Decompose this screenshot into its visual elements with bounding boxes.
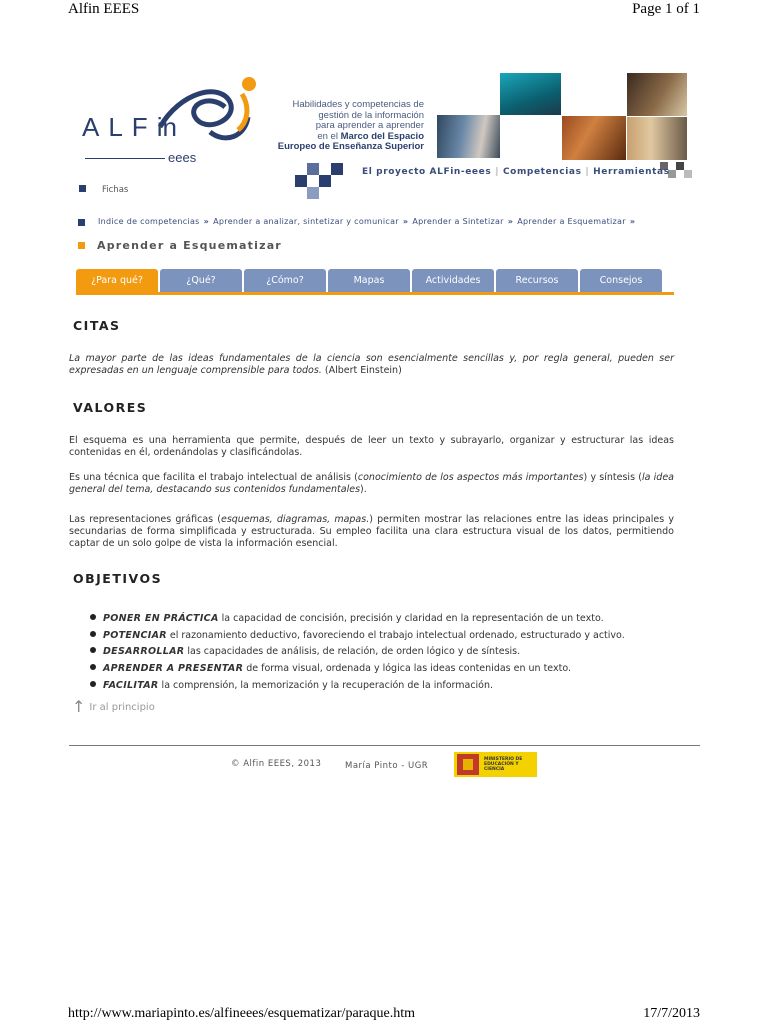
list-item: APRENDER A PRESENTAR de forma visual, ordenada y lógica las ideas contenidas en un texto. (90, 661, 690, 678)
tab-recursos[interactable]: Recursos (496, 269, 578, 292)
banner-photo-students-group (437, 115, 500, 158)
bullet-icon (90, 681, 96, 687)
breadcrumb: Indice de competencias » Aprender a analizar, sintetizar y comunicar » Aprender a Sintetizar » Aprender a Esquematizar » (98, 217, 636, 226)
checker-decoration (295, 163, 351, 199)
top-navigation: El proyecto ALFin-eees | Competencias | Herramientas (362, 167, 670, 177)
tab-mapas[interactable]: Mapas (328, 269, 410, 292)
banner-photo-graduation (500, 73, 561, 115)
section-bullet-icon (78, 242, 85, 249)
tab-consejos[interactable]: Consejos (580, 269, 662, 292)
print-header-title: Alfin EEES (68, 1, 140, 17)
site-tagline: Habilidades y competencias de gestión de la información para aprender a aprender en el Marco del Espacio Europeo de Enseñanza Superior (277, 99, 424, 152)
back-to-top-link[interactable]: ↑ Ir al principio (72, 697, 155, 716)
fichas-bullet-icon (79, 185, 86, 192)
breadcrumb-item[interactable]: Aprender a Sintetizar (412, 217, 504, 226)
ministry-shield-icon (457, 754, 479, 775)
site-logo[interactable]: ALFin (82, 112, 177, 142)
banner-photo-library (562, 116, 626, 160)
arrow-up-icon: ↑ (72, 697, 86, 716)
citas-heading: CITAS (73, 318, 121, 333)
valores-heading: VALORES (73, 400, 148, 415)
tab-para-que[interactable]: ¿Para qué? (76, 269, 158, 292)
footer-divider (69, 745, 700, 746)
banner-photo-student-reading (627, 73, 687, 116)
tab-que[interactable]: ¿Qué? (160, 269, 242, 292)
tab-bar (76, 269, 662, 293)
logo-rule (85, 158, 165, 159)
breadcrumb-item[interactable]: Aprender a analizar, sintetizar y comunicar (213, 217, 399, 226)
topnav-proyecto[interactable]: El proyecto ALFin-eees (362, 167, 492, 177)
tab-actividades[interactable]: Actividades (412, 269, 494, 292)
list-item: POTENCIAR el razonamiento deductivo, favoreciendo el trabajo intelectual ordenado, estructurado y activo. (90, 628, 690, 645)
print-footer-date: 17/7/2013 (643, 1006, 700, 1021)
topnav-competencias[interactable]: Competencias (502, 167, 582, 177)
bullet-icon (90, 664, 96, 670)
bullet-icon (90, 647, 96, 653)
list-item: FACILITAR la comprensión, la memorización y la recuperación de la información. (90, 678, 690, 695)
logo-subtitle: eees (168, 150, 197, 165)
fichas-link[interactable]: Fichas (102, 185, 129, 195)
page-title: Aprender a Esquematizar (97, 239, 282, 252)
breadcrumb-item[interactable]: Indice de competencias (98, 217, 200, 226)
footer-author: María Pinto - UGR (345, 761, 429, 771)
valores-paragraph-1: El esquema es una herramienta que permite, después de leer un texto y subrayarlo, organizar y estructurar las ideas contenidas en él, ordenándolas y clasificándolas. (69, 435, 674, 458)
list-item: PONER EN PRÁCTICA la capacidad de concisión, precisión y claridad en la representación de un texto. (90, 611, 690, 628)
objetivos-list (90, 611, 690, 695)
bullet-icon (90, 614, 96, 620)
citas-quote: La mayor parte de las ideas fundamentales de la ciencia son esencialmente sencillas y, por regla general, pueden ser expresadas en un lenguaje comprensible para todos. (Albert Einstein) (69, 353, 674, 376)
tab-underline (76, 292, 674, 295)
footer-copyright: © Alfin EEES, 2013 (231, 759, 322, 769)
valores-paragraph-3: Las representaciones gráficas (esquemas, diagramas, mapas.) permiten mostrar las relaciones entre las ideas principales y secundarias de forma simplificada y estructurada. Su empleo facilita una clara estructura visual de los datos, permitiendo captar de un solo golpe de vista la información esencial. (69, 514, 674, 549)
print-header-page: Page 1 of 1 (632, 1, 700, 17)
objetivos-heading: OBJETIVOS (73, 571, 163, 586)
ministry-logo[interactable]: MINISTERIO DE EDUCACIÓN Y CIENCIA (454, 752, 537, 777)
print-footer-url: http://www.mariapinto.es/alfineees/esquematizar/paraque.htm (68, 1006, 416, 1021)
list-item: DESARROLLAR las capacidades de análisis, de relación, de orden lógico y de síntesis. (90, 644, 690, 661)
breadcrumb-bullet-icon (78, 219, 85, 226)
valores-paragraph-2: Es una técnica que facilita el trabajo intelectual de análisis (conocimiento de los aspectos más importantes) y síntesis (la idea general del tema, destacando sus contenidos fundamentales). (69, 472, 675, 495)
breadcrumb-item[interactable]: Aprender a Esquematizar (517, 217, 626, 226)
topnav-herramientas[interactable]: Herramientas (593, 167, 670, 177)
tab-como[interactable]: ¿Cómo? (244, 269, 326, 292)
banner-photo-classroom (627, 117, 687, 160)
bullet-icon (90, 631, 96, 637)
